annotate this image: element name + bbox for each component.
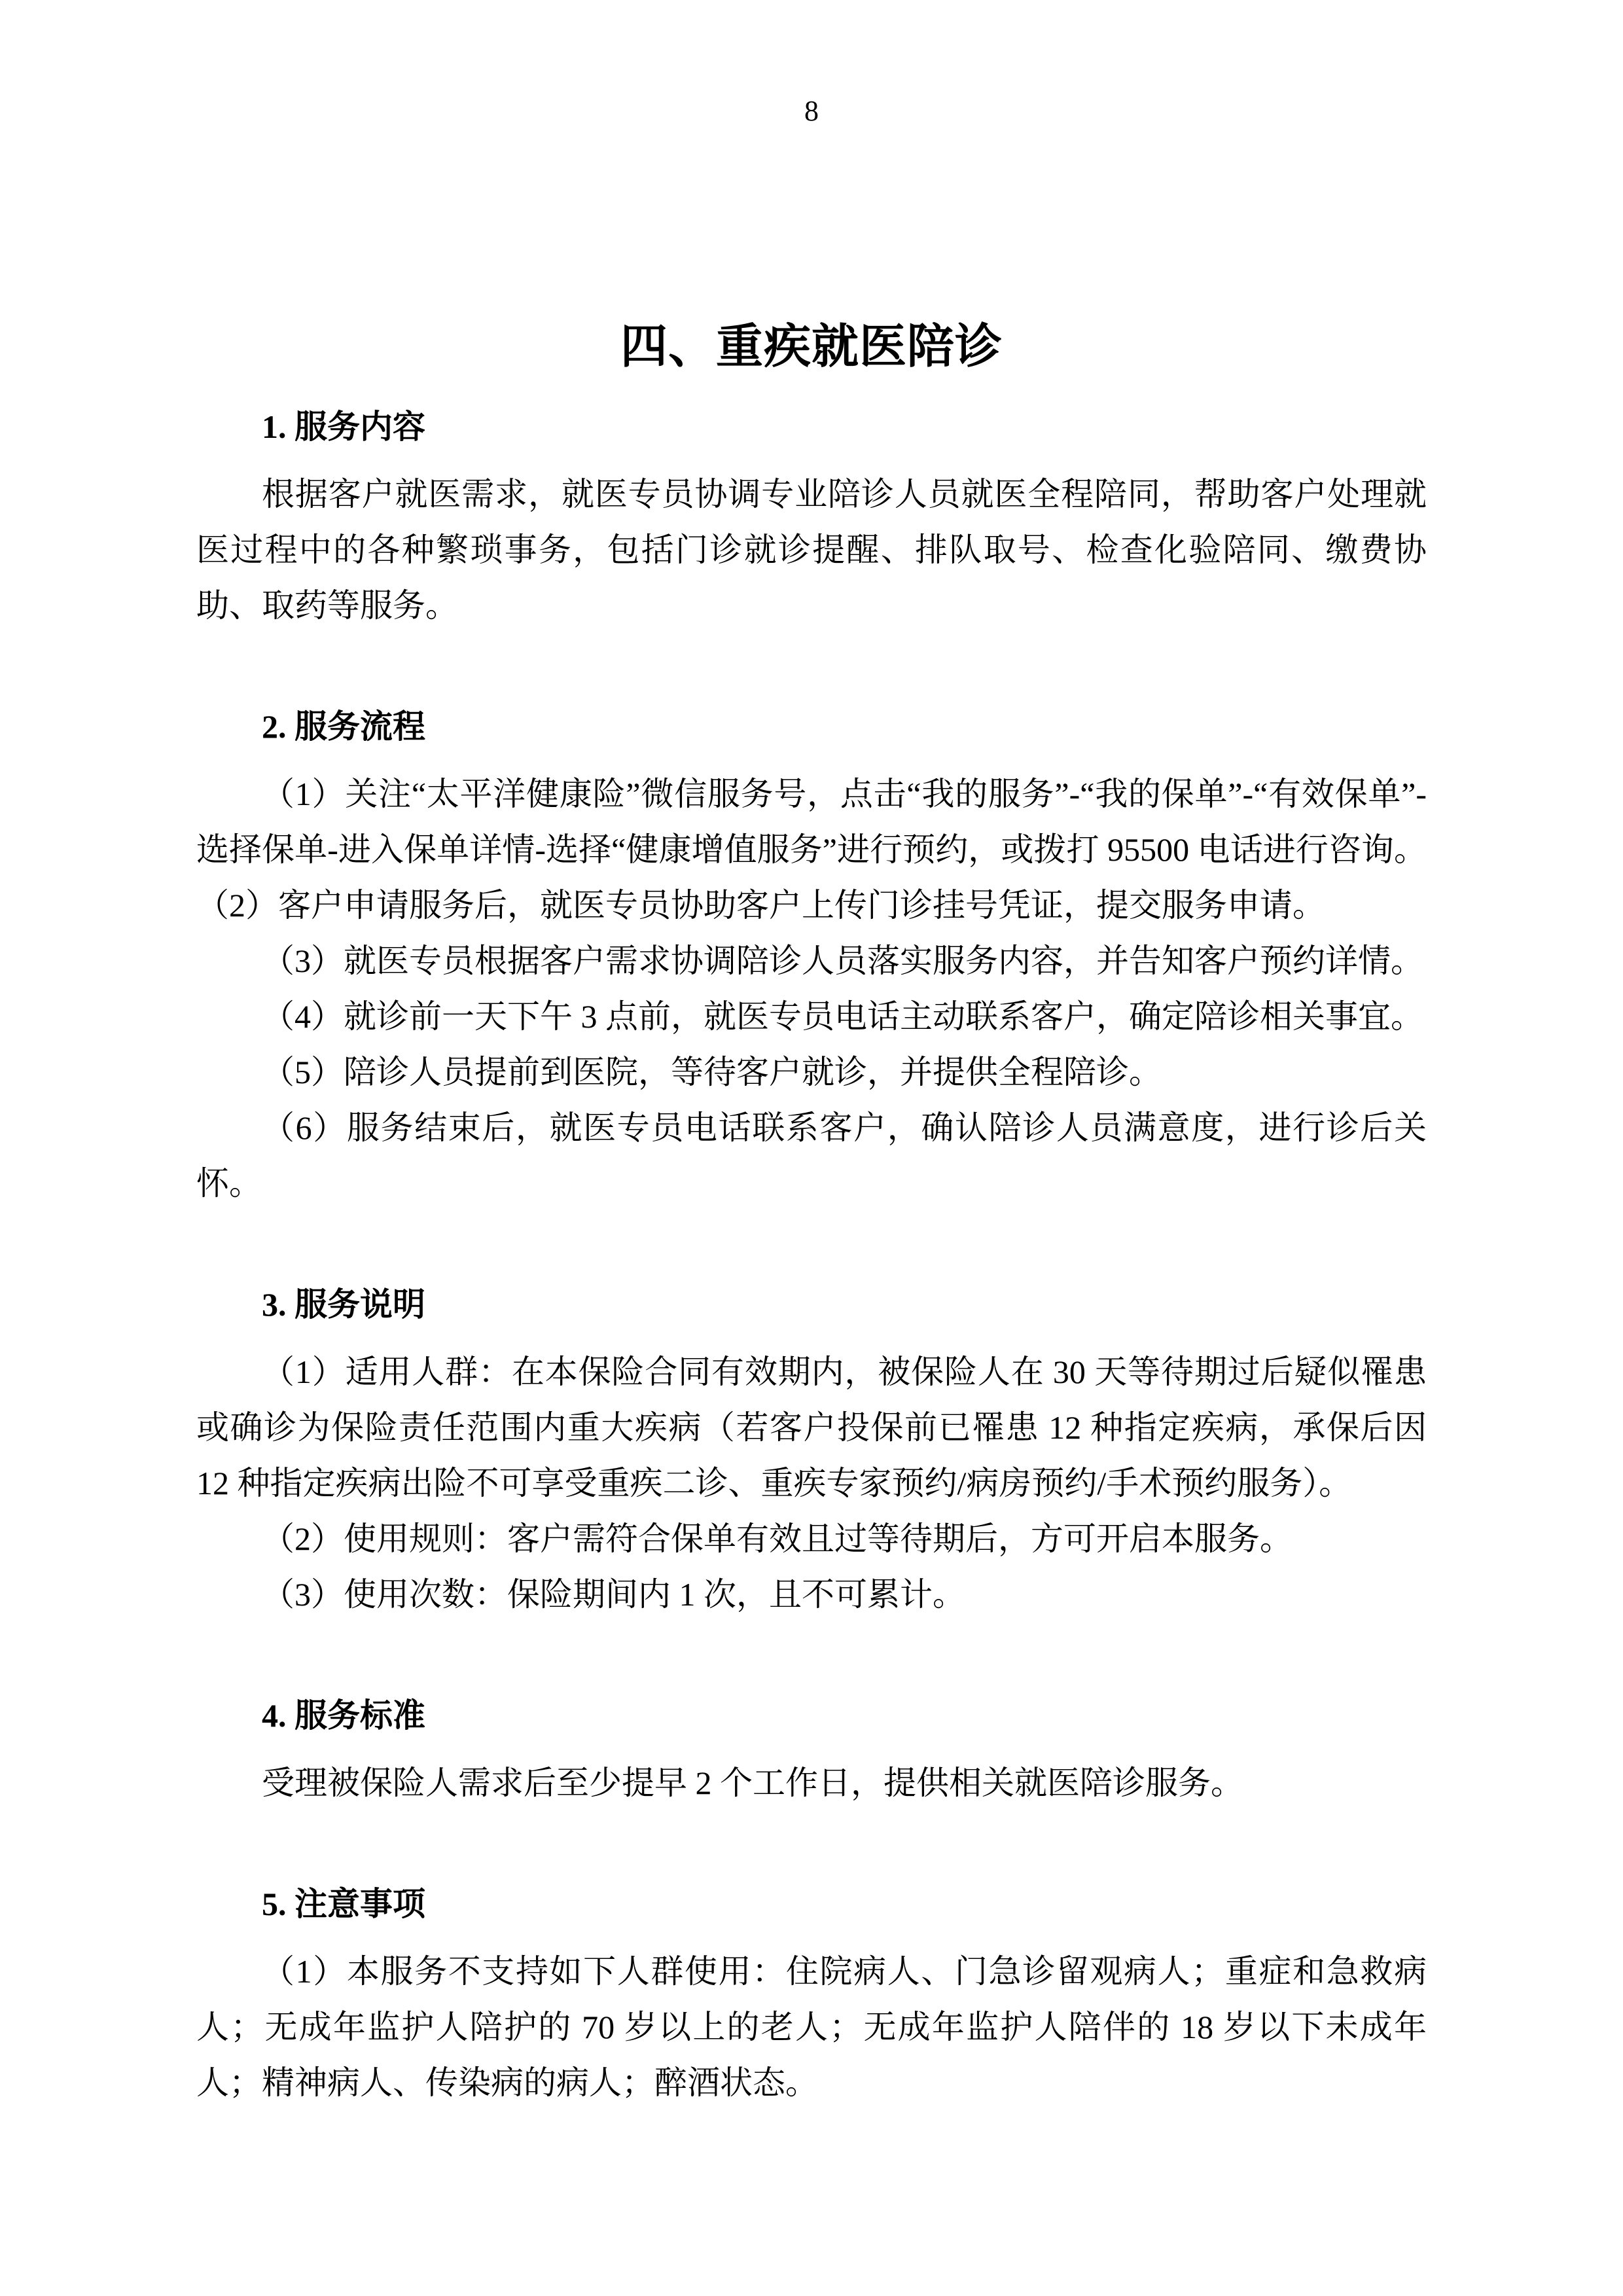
page-number: 8: [804, 95, 819, 127]
paragraph: （3）使用次数：保险期间内 1 次，且不可累计。: [262, 1576, 965, 1613]
section-notes: [196, 1876, 1427, 2111]
section-service-content: [196, 399, 1427, 634]
paragraph: （1）本服务不支持如下人群使用：住院病人、门急诊留观病人；重症和急救病人；无成年监护人陪护的 70 岁以上的老人；无成年监护人陪伴的 18 岁以下未成年人；精神病人、传染病的病人；醉酒状态。: [196, 1953, 1427, 2101]
paragraph: 根据客户就医需求，就医专员协调专业陪诊人员就医全程陪同，帮助客户处理就医过程中的各种繁琐事务，包括门诊就诊提醒、排队取号、检查化验陪同、缴费协助、取药等服务。: [196, 476, 1427, 624]
section-heading-service-standard: 4. 服务标准: [262, 1697, 425, 1734]
section-heading-service-process: 2. 服务流程: [262, 708, 425, 745]
paragraph: （6）服务结束后，就医专员电话联系客户，确认陪诊人员满意度，进行诊后关怀。: [196, 1109, 1427, 1202]
paragraph: 受理被保险人需求后至少提早 2 个工作日，提供相关就医陪诊服务。: [262, 1765, 1243, 1801]
section-service-description: [196, 1277, 1427, 1623]
paragraph: （5）陪诊人员提前到医院，等待客户就诊，并提供全程陪诊。: [262, 1054, 1162, 1090]
section-service-process: [196, 699, 1427, 1211]
paragraph: （1）适用人群：在本保险合同有效期内，被保险人在 30 天等待期过后疑似罹患或确诊为保险责任范围内重大疾病（若客户投保前已罹患 12 种指定疾病，承保后因 12 种指定疾病出险不可享受重疾二诊、重疾专家预约/病房预约/手术预约服务）。: [196, 1354, 1427, 1501]
section-heading-service-content: 1. 服务内容: [262, 408, 425, 445]
section-service-standard: [196, 1688, 1427, 1811]
paragraph: （2）使用规则：客户需符合保单有效且过等待期后，方可开启本服务。: [262, 1520, 1293, 1557]
paragraph: （1）关注“太平洋健康险”微信服务号，点击“我的服务”-“我的保单”-“有效保单”-选择保单-进入保单详情-选择“健康增值服务”进行预约，或拨打 95500 电话进行咨询。（2）客户申请服务后，就医专员协助客户上传门诊挂号凭证，提交服务申请。: [196, 776, 1427, 924]
paragraph: （3）就医专员根据客户需求协调陪诊人员落实服务内容，并告知客户预约详情。: [262, 942, 1423, 979]
paragraph: （4）就诊前一天下午 3 点前，就医专员电话主动联系客户，确定陪诊相关事宜。: [262, 998, 1423, 1035]
section-heading-notes: 5. 注意事项: [262, 1886, 425, 1922]
document-title: 四、重疾就医陪诊: [620, 321, 1003, 373]
section-heading-service-description: 3. 服务说明: [262, 1286, 425, 1323]
